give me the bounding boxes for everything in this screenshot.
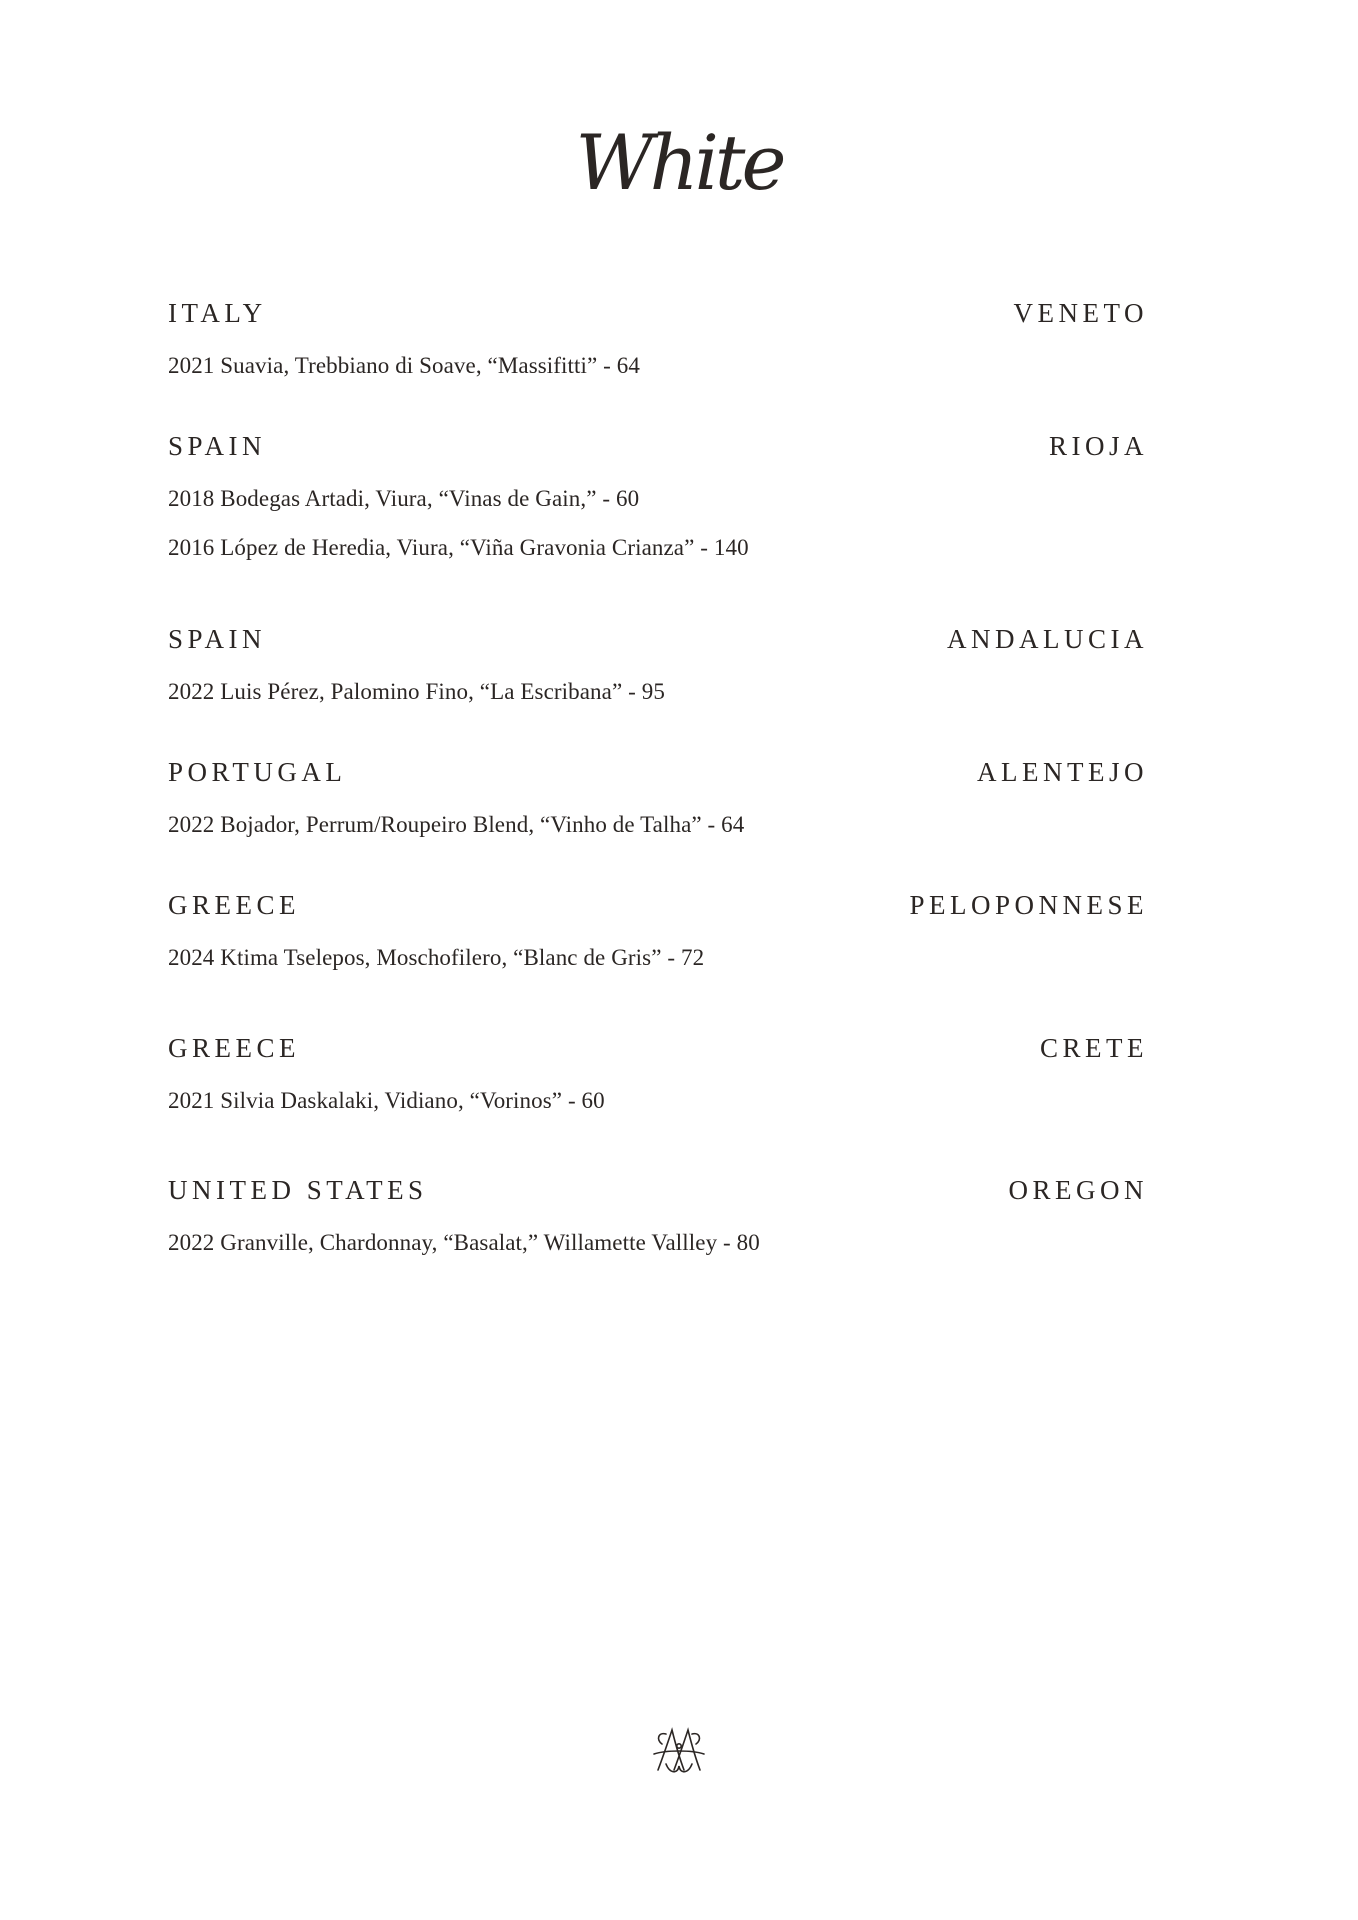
section-header bbox=[168, 1175, 1148, 1209]
wine-entry: 2021 Suavia, Trebbiano di Soave, “Massifitti” - 64 bbox=[168, 353, 640, 378]
region-label: CRETE bbox=[1040, 1033, 1148, 1063]
wine-section-portugal-alentejo bbox=[168, 757, 1148, 837]
wine-entry: 2022 Bojador, Perrum/Roupeiro Blend, “Vinho de Talha” - 64 bbox=[168, 812, 745, 837]
section-header bbox=[168, 890, 1148, 924]
section-header bbox=[168, 757, 1148, 791]
wine-section-spain-andalucia bbox=[168, 624, 1148, 704]
wine-section-united-states-oregon bbox=[168, 1175, 1148, 1255]
region-label: RIOJA bbox=[1048, 431, 1148, 461]
section-header bbox=[168, 431, 1148, 465]
monogram-logo-icon bbox=[648, 1724, 710, 1776]
region-label: VENETO bbox=[1013, 298, 1148, 328]
wine-entry: 2022 Granville, Chardonnay, “Basalat,” Willamette Vallley - 80 bbox=[168, 1230, 760, 1255]
country-label: SPAIN bbox=[168, 431, 267, 461]
country-label: PORTUGAL bbox=[168, 757, 347, 787]
region-label: ALENTEJO bbox=[977, 757, 1148, 787]
wine-entry: 2018 Bodegas Artadi, Viura, “Vinas de Gain,” - 60 bbox=[168, 486, 640, 511]
region-label: ANDALUCIA bbox=[947, 624, 1148, 654]
section-header bbox=[168, 1033, 1148, 1067]
country-label: UNITED STATES bbox=[168, 1175, 428, 1205]
wine-entry: 2021 Silvia Daskalaki, Vidiano, “Vorinos” - 60 bbox=[168, 1088, 605, 1113]
region-label: PELOPONNESE bbox=[909, 890, 1148, 920]
wine-entry: 2022 Luis Pérez, Palomino Fino, “La Escribana” - 95 bbox=[168, 679, 665, 704]
wine-entry: 2016 López de Heredia, Viura, “Viña Gravonia Crianza” - 140 bbox=[168, 535, 749, 560]
wine-section-italy-veneto bbox=[168, 298, 1148, 378]
wine-section-spain-rioja bbox=[168, 431, 1148, 560]
wine-entry: 2024 Ktima Tselepos, Moschofilero, “Blanc de Gris” - 72 bbox=[168, 945, 705, 970]
region-label: OREGON bbox=[1008, 1175, 1148, 1205]
section-header bbox=[168, 298, 1148, 332]
page-title: White bbox=[575, 118, 783, 207]
wine-section-greece-peloponnese bbox=[168, 890, 1148, 970]
country-label: ITALY bbox=[168, 298, 267, 328]
country-label: GREECE bbox=[168, 1033, 300, 1063]
country-label: GREECE bbox=[168, 890, 300, 920]
country-label: SPAIN bbox=[168, 624, 267, 654]
wine-section-greece-crete bbox=[168, 1033, 1148, 1113]
section-header bbox=[168, 624, 1148, 658]
